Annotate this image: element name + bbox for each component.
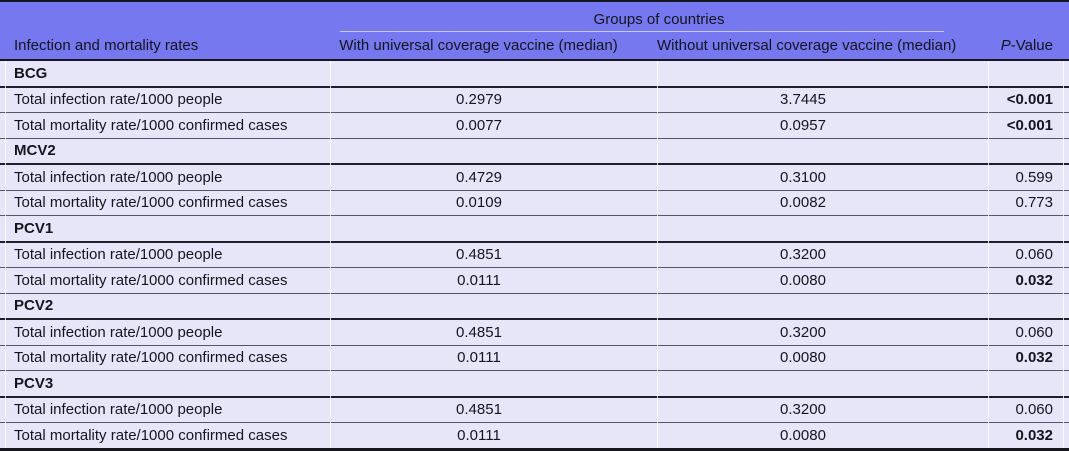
- empty-cell: [988, 216, 1069, 242]
- without-coverage-value: 0.3200: [780, 401, 826, 419]
- table-header: [0, 1, 1069, 60]
- with-coverage-value: 0.0111: [457, 426, 501, 444]
- p-value: <0.001: [1006, 116, 1053, 134]
- row-label: Total mortality rate/1000 confirmed cases: [14, 116, 288, 134]
- col-header-with-coverage: With universal coverage vaccine (median): [330, 32, 657, 60]
- empty-cell: [330, 371, 657, 397]
- p-value: 0.773: [1015, 194, 1053, 212]
- without-coverage-value: 0.0080: [780, 426, 826, 444]
- row-label: Total infection rate/1000 people: [14, 401, 223, 419]
- row-label: Total mortality rate/1000 confirmed cases: [14, 349, 288, 367]
- with-coverage-value: 0.0111: [457, 349, 501, 367]
- without-coverage-value: 0.0082: [780, 194, 826, 212]
- table-row: [0, 397, 1069, 423]
- row-label: Total mortality rate/1000 confirmed cases: [14, 271, 288, 289]
- col-header-p-value: [988, 32, 1069, 60]
- empty-cell: [657, 293, 988, 319]
- table-row: [0, 345, 1069, 371]
- with-coverage-value: 0.4851: [456, 246, 502, 264]
- empty-header-cell: [0, 1, 330, 32]
- p-value: 0.060: [1015, 401, 1053, 419]
- empty-cell: [657, 371, 988, 397]
- group-header-row: [0, 1, 1069, 32]
- group-header-title: Groups of countries: [593, 11, 725, 28]
- without-coverage-value: 0.0080: [780, 349, 826, 367]
- section-name: BCG: [14, 64, 48, 82]
- empty-cell: [330, 138, 657, 164]
- without-coverage-value: 0.3200: [780, 246, 826, 264]
- section-name: PCV2: [14, 297, 54, 315]
- empty-cell: [330, 216, 657, 242]
- without-coverage-value: 0.3100: [780, 168, 826, 186]
- section-header-row: [0, 138, 1069, 164]
- p-value: 0.032: [1015, 349, 1053, 367]
- table-row: [0, 164, 1069, 190]
- with-coverage-value: 0.0077: [456, 116, 502, 134]
- with-coverage-value: 0.4851: [456, 401, 502, 419]
- row-label: Total infection rate/1000 people: [14, 246, 223, 264]
- with-coverage-value: 0.4729: [456, 168, 502, 186]
- with-coverage-value: 0.0109: [456, 194, 502, 212]
- p-value: 0.599: [1015, 168, 1053, 186]
- without-coverage-value: 0.0080: [780, 271, 826, 289]
- empty-cell: [657, 138, 988, 164]
- section-name: PCV1: [14, 219, 54, 237]
- without-coverage-value: 3.7445: [780, 91, 826, 109]
- row-label: Total mortality rate/1000 confirmed cases: [14, 194, 288, 212]
- table-row: [0, 242, 1069, 268]
- table-row: [0, 423, 1069, 450]
- p-value-italic-p: P: [1000, 37, 1011, 54]
- empty-cell: [988, 60, 1069, 87]
- empty-cell: [330, 60, 657, 87]
- with-coverage-value: 0.4851: [456, 323, 502, 341]
- section-name: MCV2: [14, 142, 56, 160]
- p-value: 0.032: [1015, 426, 1053, 444]
- table-row: [0, 113, 1069, 139]
- table-row: [0, 268, 1069, 294]
- row-label: Total infection rate/1000 people: [14, 323, 223, 341]
- empty-cell: [988, 293, 1069, 319]
- with-coverage-value: 0.2979: [456, 91, 502, 109]
- p-value-rest: -Value: [1010, 37, 1053, 54]
- column-header-row: [0, 32, 1069, 60]
- table-row: [0, 190, 1069, 216]
- section-header-row: [0, 216, 1069, 242]
- without-coverage-value: 0.3200: [780, 323, 826, 341]
- row-label: Total infection rate/1000 people: [14, 168, 223, 186]
- section-header-row: [0, 60, 1069, 87]
- empty-cell: [330, 293, 657, 319]
- p-value: 0.032: [1015, 271, 1053, 289]
- empty-cell: [988, 138, 1069, 164]
- section-header-row: [0, 371, 1069, 397]
- row-label: Total infection rate/1000 people: [14, 91, 223, 109]
- row-label: Total mortality rate/1000 confirmed cases: [14, 426, 288, 444]
- col-header-infection-mortality: Infection and mortality rates: [0, 32, 330, 60]
- without-coverage-value: 0.0957: [780, 116, 826, 134]
- p-value: 0.060: [1015, 246, 1053, 264]
- section-name: PCV3: [14, 374, 54, 392]
- col-header-without-coverage: Without universal coverage vaccine (median): [657, 32, 988, 60]
- empty-header-cell: [988, 1, 1069, 32]
- table-body: [0, 60, 1069, 449]
- empty-cell: [988, 371, 1069, 397]
- table-row: [0, 319, 1069, 345]
- group-header-cell: [330, 1, 988, 32]
- p-value: 0.060: [1015, 323, 1053, 341]
- empty-cell: [657, 216, 988, 242]
- table-row: [0, 87, 1069, 113]
- p-value: <0.001: [1006, 91, 1053, 109]
- with-coverage-value: 0.0111: [457, 271, 501, 289]
- empty-cell: [657, 60, 988, 87]
- section-header-row: [0, 293, 1069, 319]
